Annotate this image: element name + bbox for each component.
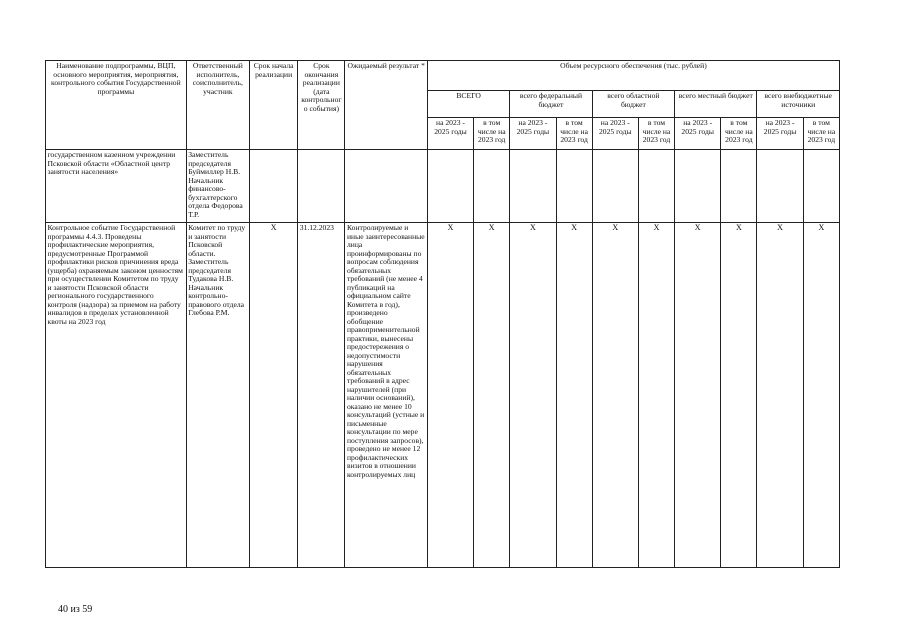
row-result: [345, 150, 427, 223]
row-start: X: [250, 223, 298, 568]
header-funding: Объем ресурсного обеспечения (тыс. рублей): [427, 61, 839, 91]
row-value: [803, 150, 839, 223]
row-value: [427, 150, 473, 223]
row-value: [556, 150, 592, 223]
row-name: Контрольное событие Государственной программы 4.4.3. Проведены профилактические мероприятия, предусмотренные Программой профилактики рисков причинения вреда (ущерба) охраняемым законом ценностям при осуществлении Комитетом по труду и занятости Псковской области регионального государственного контроля (надзора) за приемом на работу инвалидов в пределах установленной квоты на 2023 год: [46, 223, 187, 568]
table-row: [46, 150, 840, 223]
row-value: X: [675, 223, 721, 568]
header-group-total: ВСЕГО: [427, 91, 509, 118]
row-value: X: [721, 223, 757, 568]
header-group-extrabudget: всего внебюджетные источники: [757, 91, 840, 118]
header-sub-total: на 2023 - 2025 годы: [675, 118, 721, 150]
row-value: X: [592, 223, 638, 568]
row-value: X: [803, 223, 839, 568]
document-sheet: [45, 60, 840, 568]
header-responsible: Ответственный исполнитель, соисполнитель, участник: [186, 61, 249, 150]
row-value: X: [474, 223, 510, 568]
row-value: [675, 150, 721, 223]
header-sub-total: на 2023 - 2025 годы: [427, 118, 473, 150]
row-value: [757, 150, 803, 223]
header-end: Срок окончания реализации (дата контрольного события): [298, 61, 345, 150]
header-start: Срок начала реализации: [250, 61, 298, 150]
header-sub-year: в том числе на 2023 год: [721, 118, 757, 150]
table-row: [46, 223, 840, 568]
row-value: [474, 150, 510, 223]
header-group-regional: всего областной бюджет: [592, 91, 674, 118]
header-sub-total: на 2023 - 2025 годы: [592, 118, 638, 150]
row-value: X: [427, 223, 473, 568]
row-value: [721, 150, 757, 223]
row-value: [510, 150, 556, 223]
row-start: [250, 150, 298, 223]
header-sub-year: в том числе на 2023 год: [638, 118, 674, 150]
row-responsible: Комитет по труду и занятости Псковской области. Заместитель председателя Тудакова Н.В. Начальник контрольно-правового отдела Глебова Р.М.: [186, 223, 249, 568]
header-group-local: всего местный бюджет: [675, 91, 757, 118]
row-end: 31.12.2023: [298, 223, 345, 568]
row-responsible: Заместитель председателя Буймиллер Н.В. Начальник финансово-бухгалтерского отдела Федорова Т.Р.: [186, 150, 249, 223]
header-sub-total: на 2023 - 2025 годы: [757, 118, 803, 150]
row-value: X: [510, 223, 556, 568]
row-value: [592, 150, 638, 223]
row-value: X: [638, 223, 674, 568]
header-result: Ожидаемый результат *: [345, 61, 427, 150]
row-value: X: [757, 223, 803, 568]
row-value: [638, 150, 674, 223]
header-group-federal: всего федеральный бюджет: [510, 91, 592, 118]
header-sub-year: в том числе на 2023 год: [803, 118, 839, 150]
header-sub-year: в том числе на 2023 год: [556, 118, 592, 150]
header-row-1: [46, 61, 840, 91]
page-number: 40 из 59: [58, 604, 93, 615]
row-value: X: [556, 223, 592, 568]
row-end: [298, 150, 345, 223]
row-name: государственном казенном учреждении Псковской области «Областной центр занятости населения»: [46, 150, 187, 223]
header-sub-year: в том числе на 2023 год: [474, 118, 510, 150]
header-name: Наименование подпрограммы, ВЦП, основного мероприятия, мероприятия, контрольного события Государственной программы: [46, 61, 187, 150]
row-result: Контролируемые и иные заинтересованные лица проинформированы по вопросам соблюдения обязательных требований (не менее 4 публикаций на официальном сайте Комитета в год), произведено обобщение правоприменительной практики, вынесены предостережения о недопустимости нарушения обязательных требований в адрес нарушителей (при наличии оснований), оказано не менее 10 консультаций (устные и письменные консультации по мере поступления запросов), проведено не менее 12 профилактических визитов в отношении контролируемых лиц: [345, 223, 427, 568]
resource-table: [45, 60, 840, 568]
header-sub-total: на 2023 - 2025 годы: [510, 118, 556, 150]
